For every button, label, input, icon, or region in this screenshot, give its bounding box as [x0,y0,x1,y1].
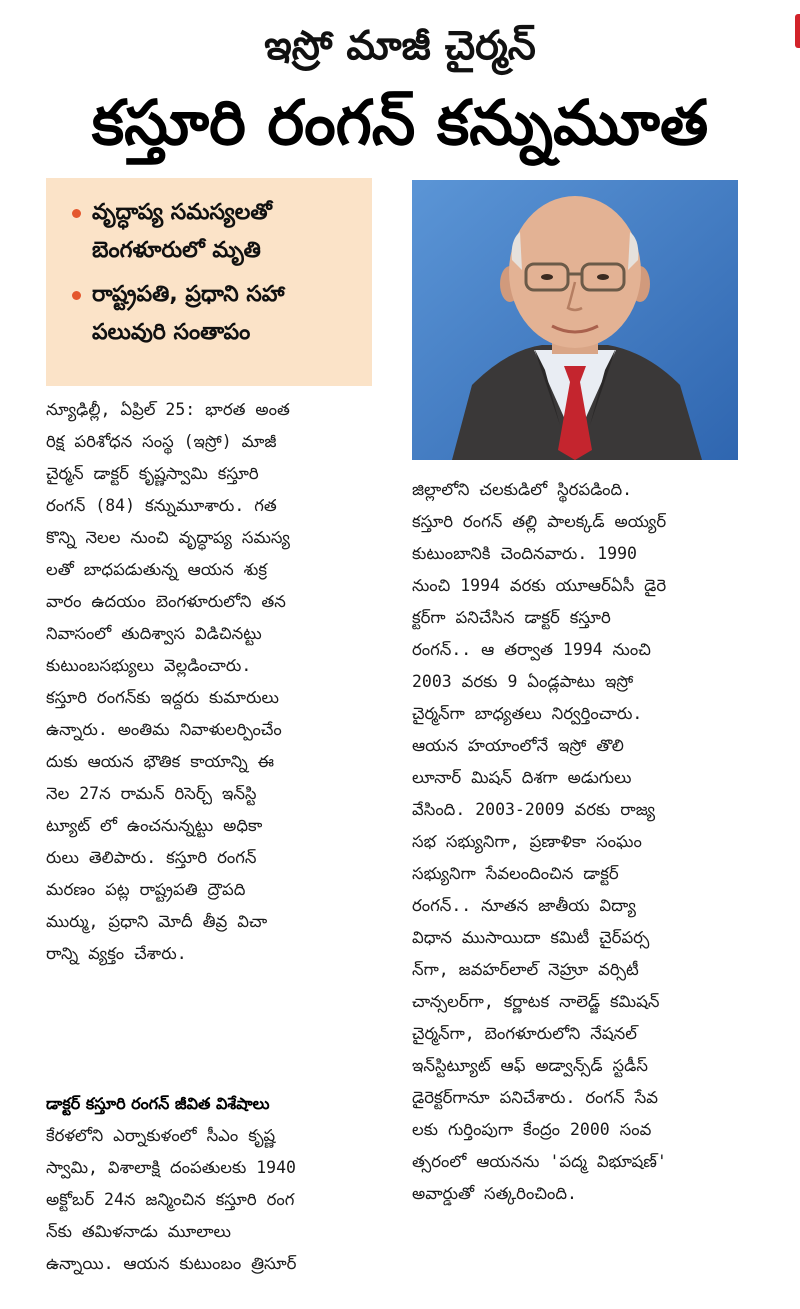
bio-subheading: డాక్టర్ కస్తూరి రంగన్ జీవిత విశేషాలు [46,1094,270,1113]
highlights-box [46,178,372,386]
text-line: మరణం పట్ల రాష్ట్రపతి ద్రౌపది [46,880,246,899]
text-line: జిల్లాలోని చలకుడిలో స్థిరపడింది. [412,480,633,499]
text-line: చైర్మన్ డాక్టర్ కృష్ణస్వామి కస్తూరి [46,464,259,483]
text-line: విధాన ముసాయిదా కమిటీ చైర్‌పర్స [412,928,650,947]
text-line: లతో బాధపడుతున్న ఆయన శుక్ర [46,560,267,579]
text-line: వారం ఉదయం బెంగళూరులోని తన [46,592,286,611]
text-line: ఉన్నాయి. ఆయన కుటుంబం త్రిసూర్ [46,1254,297,1273]
text-line: నివాసంలో తుదిశ్వాస విడిచినట్టు [46,624,262,643]
text-line: త్సరంలో ఆయనను 'పద్మ విభూషణ్' [412,1152,667,1171]
right-column [412,474,748,1210]
text-line: కస్తూరి రంగన్‌కు ఇద్దరు కుమారులు [46,688,279,707]
highlight-line: వృద్ధాప్య సమస్యలతో [92,200,272,225]
text-line: ఇన్‌స్టిట్యూట్ ఆఫ్ అడ్వాన్స్‌డ్ స్టడీస్ [412,1056,648,1075]
headline: కస్తూరి రంగన్ కన్నుమూత [91,86,709,159]
text-line: కుటుంబసభ్యులు వెల్లడించారు. [46,656,252,675]
text-line: రంగన్.. నూతన జాతీయ విద్యా [412,896,636,915]
bullet-icon [72,291,81,300]
left-column [46,394,382,970]
text-line: రిక్ష పరిశోధన సంస్థ (ఇస్రో) మాజీ [46,432,277,451]
text-line: సభ సభ్యునిగా, ప్రణాళికా సంఘం [412,832,642,851]
text-line: వేసింది. 2003-2009 వరకు రాజ్య [412,800,656,819]
text-line: ఆయన హయాంలోనే ఇస్రో తొలి [412,736,624,755]
text-line: లూనార్ మిషన్ దిశగా అడుగులు [412,768,632,787]
text-line: ట్యూట్ లో ఉంచనున్నట్టు అధికా [46,816,263,835]
highlight-line: పలువురి సంతాపం [92,320,251,345]
text-line: న్‌కు తమిళనాడు మూలాలు [46,1222,231,1241]
text-line: న్యూఢిల్లీ, ఏప్రిల్ 25: భారత అంత [46,400,290,419]
text-line: కుటుంబానికి చెందినవారు. 1990 [412,544,637,563]
text-line: చాన్సలర్‌గా, కర్ణాటక నాలెడ్జ్ కమిషన్ [412,992,660,1011]
text-line: కొన్ని నెలల నుంచి వృద్ధాప్య సమస్య [46,528,290,547]
text-line: రంగన్.. ఆ తర్వాత 1994 నుంచి [412,640,651,659]
text-line: నెల 27న రామన్ రిసెర్చ్ ఇన్‌స్టి [46,784,257,803]
highlight-line: బెంగళూరులో మృతి [92,238,261,263]
text-line: రులు తెలిపారు. కస్తూరి రంగన్ [46,848,257,867]
text-line: అక్టోబర్ 24న జన్మించిన కస్తూరి రంగ [46,1190,295,1209]
portrait-illustration [412,180,738,460]
text-line: చైర్మన్‌గా బాధ్యతలు నిర్వర్తించారు. [412,704,643,723]
text-line: 2003 వరకు 9 ఏండ్లపాటు ఇస్రో [412,672,634,691]
text-line: లకు గుర్తింపుగా కేంద్రం 2000 సంవ [412,1120,652,1139]
text-line: కస్తూరి రంగన్ తల్లి పాలక్కడ్ అయ్యర్ [412,512,667,531]
text-line: ముర్ము, ప్రధాని మోదీ తీవ్ర విచా [46,912,268,931]
text-line: డైరెక్టర్‌గానూ పనిచేశారు. రంగన్ సేవ [412,1088,658,1107]
text-line: రాన్ని వ్యక్తం చేశారు. [46,944,187,963]
bullet-icon [72,209,81,218]
highlight-item [72,276,364,352]
text-line: స్వామి, విశాలాక్షి దంపతులకు 1940 [46,1158,296,1177]
highlight-item [72,194,364,270]
text-line: చైర్మన్‌గా, బెంగళూరులోని నేషనల్ [412,1024,637,1043]
left-column-bio [46,1088,382,1280]
text-line: రంగన్ (84) కన్నుమూశారు. గత [46,496,277,515]
text-line: కేరళలోని ఎర్నాకుళంలో సీఎం కృష్ణ [46,1126,276,1145]
portrait-photo [412,180,738,460]
text-line: అవార్డుతో సత్కరించింది. [412,1184,577,1203]
text-line: నుంచి 1994 వరకు యూఆర్ఏసీ డైరె [412,576,667,595]
kicker: ఇస్రో మాజీ చైర్మన్ [264,23,536,69]
text-line: దుకు ఆయన భౌతిక కాయాన్ని ఈ [46,752,275,771]
text-line: ఉన్నారు. అంతిమ నివాళులర్పించేం [46,720,282,739]
text-line: క్టర్‌గా పనిచేసిన డాక్టర్ కస్తూరి [412,608,611,627]
text-line: సభ్యునిగా సేవలందించిన డాక్టర్ [412,864,619,883]
highlight-line: రాష్ట్రపతి, ప్రధాని సహా [92,282,285,307]
text-line: న్‌గా, జవహర్‌లాల్ నెహ్రూ వర్సిటీ [412,960,639,979]
